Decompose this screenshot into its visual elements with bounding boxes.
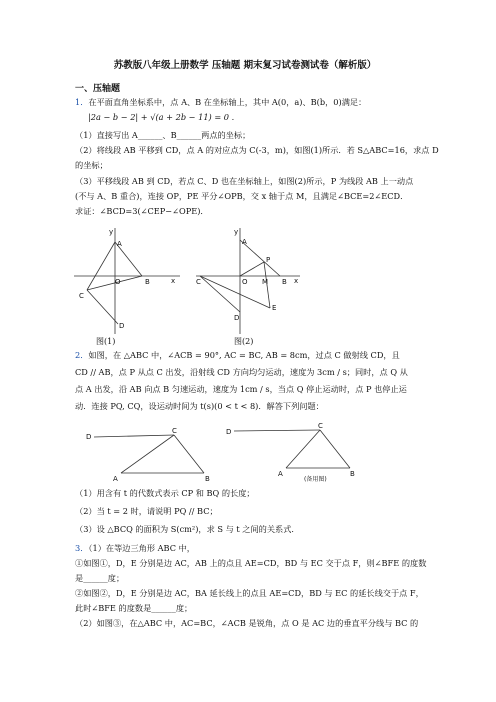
q1-number: 1．: [75, 97, 89, 107]
fig2-label-o: O: [242, 278, 248, 286]
fig1-label-o: O: [115, 278, 121, 286]
q1-part1: （1）直接写出 A______、B______两点的坐标；: [75, 130, 251, 140]
fig2-segment-ce: [200, 276, 270, 308]
fig1-label-x: x: [171, 277, 176, 285]
q2b-side-cb: [320, 430, 350, 468]
q1-formula: |2a − b − 2| + √(a + 2b − 11) = 0 .: [88, 112, 235, 122]
fig2-label-x: x: [294, 277, 299, 285]
q3-line1-text: （1）在等边三角形 ABC 中，: [88, 543, 195, 553]
q2-line1-text: 如图，在 △ABC 中，∠ACB = 90°, AC = BC, AB = 8cm，过点 C 做射线 CD，且: [88, 350, 400, 360]
figure-1: [74, 224, 184, 336]
q1-part3-line1: （3）平移线段 AB 到 CD，若点 C、D 也在坐标轴上，如图(2)所示，P 为线段 AB 上一动点: [75, 176, 414, 186]
q2b-side-ca: [286, 430, 320, 468]
fig1-label-c: C: [79, 292, 84, 300]
q2-line3: 点 A 出发，沿 AB 向点 B 匀速运动，速度为 1cm / s，当点 Q 停止运动时，点 P 也停止运: [75, 384, 407, 394]
q2-sub1: （1）用含有 t 的代数式表示 CP 和 BQ 的长度；: [75, 488, 255, 498]
q2b-label-a: A: [278, 470, 283, 478]
fig2-label-c: C: [196, 278, 201, 286]
q2-label-a: A: [113, 475, 118, 483]
q3-line3: 是______度；: [75, 573, 125, 583]
q2-line1: [75, 350, 400, 361]
fig1-label-a: A: [117, 240, 122, 248]
q2-side-cb: [174, 435, 204, 473]
figure-2: [196, 224, 306, 336]
q2-label-b: B: [205, 475, 210, 483]
q1-part3-line3: 求证：∠BCD=3(∠CEP−∠OPE)．: [75, 206, 209, 216]
fig2-label-p: P: [266, 256, 271, 264]
q2b-label-b: B: [350, 470, 355, 478]
q2-line4: 动．连接 PQ, CQ，设运动时间为 t(s)(0 < t < 8)．解答下列问题：: [75, 401, 324, 411]
fig2-label-b: B: [282, 278, 287, 286]
q2-backup-figure: [226, 422, 356, 484]
q1-part2-line2: 的坐标；: [75, 160, 108, 170]
fig1-label-b: B: [145, 278, 150, 286]
q3-line2: ①如图①，D，E 分别是边 AC，AB 上的点且 AE=CD，BD 与 EC 交于点 F，则∠BFE 的度数: [75, 558, 427, 568]
q2-figure: [86, 425, 216, 483]
fig1-label-y: y: [109, 228, 114, 236]
page-title: 苏教版八年级上册数学 压轴题 期末复习试卷测试卷（解析版）: [113, 60, 377, 71]
q2-side-ca: [121, 435, 174, 473]
section-heading: 一、压轴题: [75, 84, 121, 94]
fig1-segment-ac: [87, 242, 115, 290]
q2-label-c: C: [172, 427, 177, 435]
q1-part3-line2: (不与 A、B 重合)，连接 OP，PE 平分∠OPB，交 x 轴于点 M，且满足∠BCE=2∠ECD．: [75, 191, 409, 201]
q3-line6: （2）如图③，在△ABC 中，AC=BC，∠ACB 是锐角，点 O 是 AC 边的垂直平分线与 BC 的: [75, 618, 419, 628]
q2-sub2: （2）当 t = 2 时，请说明 PQ // BC；: [75, 506, 218, 516]
q2-number: 2．: [75, 350, 89, 360]
q2-line2: CD // AB，点 P 从点 C 出发，沿射线 CD 方向均匀运动，速度为 3cm / s；同时，点 Q 从: [75, 367, 408, 377]
fig1-caption: 图(1): [96, 337, 116, 346]
fig1-segment-cd: [87, 290, 118, 324]
fig1-label-d: D: [119, 322, 125, 330]
q3-line1: [75, 543, 195, 554]
fig2-caption: 图(2): [234, 337, 254, 346]
q2b-label-d: D: [226, 428, 232, 436]
fig2-label-y: y: [234, 228, 239, 236]
q2-ray-cd: [94, 435, 174, 437]
q3-number: 3．: [75, 543, 89, 553]
q1-stem: [75, 97, 366, 108]
q3-line5: 此时∠BFE 的度数是______度；: [75, 603, 193, 613]
q2b-caption: (备用图): [304, 476, 327, 483]
q2-label-d: D: [86, 433, 92, 441]
fig2-label-m: M: [262, 278, 269, 286]
q1-stem-text: 在平面直角坐标系中，点 A、B 在坐标轴上，其中 A(0，a)、B(b，0)满足：: [88, 97, 367, 107]
fig2-label-d: D: [234, 314, 240, 322]
q2-sub3: （3）设 △BCQ 的面积为 S(cm²)，求 S 与 t 之间的关系式．: [75, 524, 300, 534]
fig2-label-e: E: [272, 304, 277, 312]
q3-line4: ②如图②，D，E 分别是边 AC，BA 延长线上的点且 AE=CD，BD 与 EC 的延长线交于点 F，: [75, 588, 424, 598]
fig2-label-a: A: [242, 238, 247, 246]
fig2-segment-cd: [200, 276, 240, 312]
fig2-segment-op: [240, 262, 264, 276]
q2b-ray-cd: [234, 430, 320, 431]
q2b-label-c: C: [318, 422, 323, 430]
q1-part2-line1: （2）将线段 AB 平移到 CD，点 A 的对应点为 C(-3，m)，如图(1)所示．若 S△ABC=16，求点 D: [75, 145, 439, 155]
